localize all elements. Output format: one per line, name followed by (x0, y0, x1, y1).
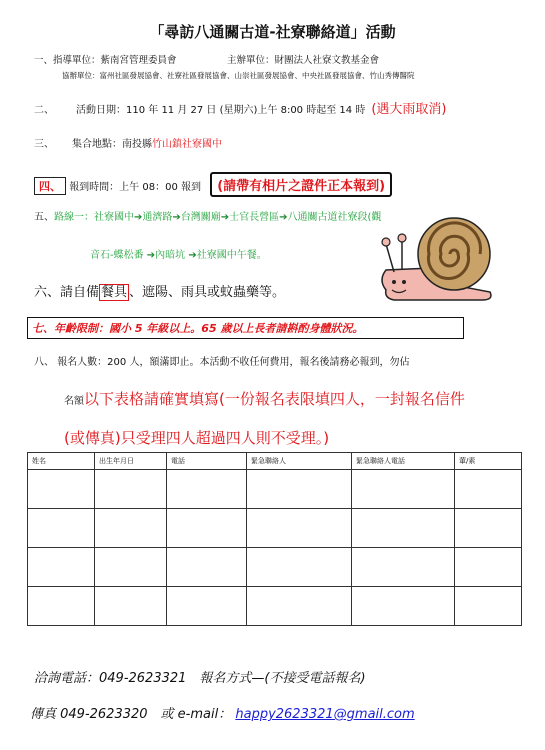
page-title: 「尋訪八通關古道-社寮聯絡道」活動 (149, 23, 396, 41)
right-arrow-icon: ➔ (220, 212, 230, 223)
table-cell[interactable] (247, 509, 352, 548)
table-row (28, 509, 522, 548)
quota-prefix: 名額 (64, 396, 84, 407)
item-number: 五、 (34, 212, 54, 223)
id-required-note: (請帶有相片之證件正本報到) (210, 172, 392, 197)
column-header: 電話 (167, 453, 247, 470)
table-row (28, 587, 522, 626)
right-arrow-icon: ➔ (279, 212, 288, 223)
table-cell[interactable] (167, 587, 247, 626)
form-instruction-line2: (或傳真)只受理四人超過四人則不受理。) (64, 429, 330, 447)
route-stop: 台灣關廟 (180, 212, 221, 223)
age-limit-note: 七、年齡限制：國小 5 年級以上。65 歲以上長者請斟酌身體狀況。 (27, 317, 464, 339)
co-organizers: 協辦單位：富州社區發展協會、社寮社區發展協會、山崇社區發展協會、中央社區發展協會、竹山秀傳醫院 (62, 71, 415, 80)
item-number: 二、 (34, 105, 54, 116)
table-cell[interactable] (95, 548, 167, 587)
item-number: 三、 (34, 139, 54, 150)
fax-label: 傳真 049-2623320 或 e-mail： (30, 707, 232, 722)
item-number: 八、 (34, 357, 54, 368)
table-cell[interactable] (95, 470, 167, 509)
table-cell[interactable] (247, 548, 352, 587)
table-cell[interactable] (167, 509, 247, 548)
column-header: 葷/素 (455, 453, 522, 470)
items-to-bring (34, 281, 285, 300)
meeting-place-row (34, 135, 222, 150)
table-cell[interactable] (95, 587, 167, 626)
table-cell[interactable] (247, 470, 352, 509)
table-cell[interactable] (95, 509, 167, 548)
contact-fax-email (30, 703, 415, 722)
form-instruction: 以下表格請確實填寫(一份報名表限填四人，一封報名信件 (84, 390, 465, 408)
table-cell[interactable] (28, 509, 95, 548)
route-stop: 音石-蝶松番 (90, 250, 144, 261)
organizers-line1 (34, 52, 380, 66)
meeting-place-name: 竹山鎮社寮國中 (152, 139, 222, 150)
table-header-row (28, 453, 522, 470)
column-header: 出生年月日 (95, 453, 167, 470)
rain-cancel-note: (遇大雨取消) (371, 102, 447, 117)
contact-phone: 洽詢電話：049-2623321 報名方式—(不接受電話報名) (34, 671, 366, 686)
table-cell[interactable] (28, 470, 95, 509)
route-stop: 內暗坑 (155, 250, 186, 261)
column-header: 姓名 (28, 453, 95, 470)
table-cell[interactable] (455, 470, 522, 509)
route-line1 (34, 208, 381, 223)
table-cell[interactable] (352, 509, 455, 548)
route-line2 (90, 246, 267, 261)
table-cell[interactable] (352, 587, 455, 626)
table-cell[interactable] (352, 470, 455, 509)
route-stop: 通濟路 (142, 212, 173, 223)
table-cell[interactable] (247, 587, 352, 626)
table-cell[interactable] (352, 548, 455, 587)
table-row (28, 548, 522, 587)
table-cell[interactable] (28, 548, 95, 587)
bring-suffix: 、遮陽、雨具或蚊蟲藥等。 (129, 285, 286, 300)
table-cell[interactable] (167, 548, 247, 587)
item-number-boxed: 四、 (34, 177, 66, 195)
route-intro: 路線一：社寮國中 (54, 212, 134, 223)
bring-prefix: 六、請自備 (34, 285, 100, 300)
check-in-time: 報到時間：上午 08：00 報到 (69, 182, 201, 193)
table-cell[interactable] (455, 509, 522, 548)
table-cell[interactable] (167, 470, 247, 509)
column-header: 緊急聯絡人 (247, 453, 352, 470)
table-cell[interactable] (455, 587, 522, 626)
column-header: 緊急聯絡人電話 (352, 453, 455, 470)
table-cell[interactable] (455, 548, 522, 587)
meeting-place-label: 集合地點：南投縣 (72, 139, 152, 150)
right-arrow-icon: ➔ (185, 250, 197, 261)
right-arrow-icon: ➔ (134, 212, 143, 223)
snail-illustration (372, 210, 502, 310)
guiding-unit: 一、指導單位：紫南宮管理委員會 (34, 55, 177, 66)
host-unit: 主辦單位：財團法人社寮文教基金會 (227, 55, 380, 66)
bring-utensils: 餐具 (101, 285, 128, 300)
table-row (28, 470, 522, 509)
form-instruction-line1 (64, 388, 465, 409)
activity-date-row (34, 98, 446, 117)
route-stop: 社寮國中午餐。 (196, 250, 267, 261)
route-stop: 八通關古道社寮段(觀 (287, 212, 382, 223)
route-stop: 士官長營區 (229, 212, 280, 223)
registration-table (27, 452, 522, 626)
activity-date: 活動日期：110 年 11 月 27 日 (星期六)上午 8:00 時起至 14 時 (76, 105, 366, 116)
quota-row (34, 353, 409, 368)
quota-text: 報名人數：200 人，額滿即止。本活動不收任何費用，報名後請務必報到，勿佔 (57, 357, 410, 368)
check-in-row (34, 172, 392, 197)
right-arrow-icon: ➔ (172, 212, 181, 223)
right-arrow-icon: ➔ (143, 250, 156, 261)
table-cell[interactable] (28, 587, 95, 626)
email-link[interactable]: happy2623321@gmail.com (235, 707, 415, 722)
